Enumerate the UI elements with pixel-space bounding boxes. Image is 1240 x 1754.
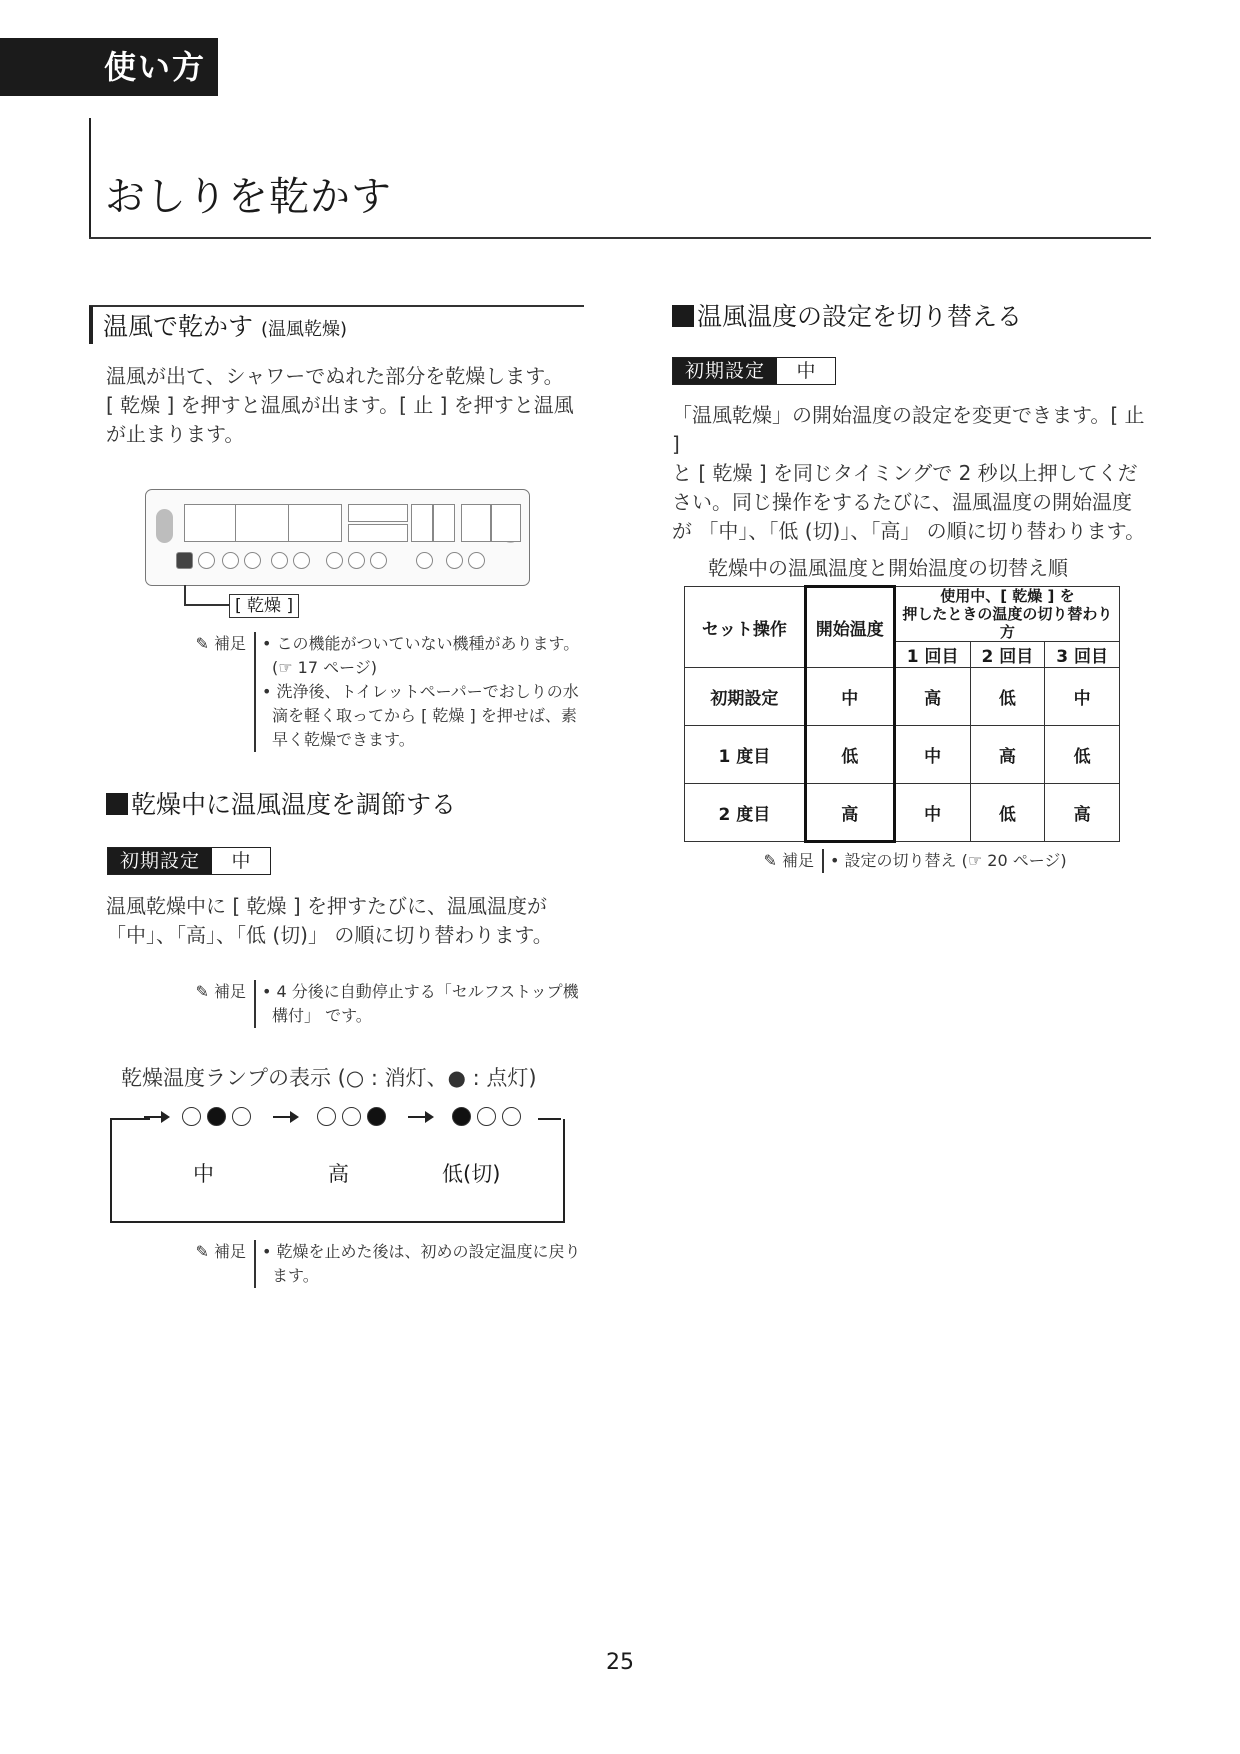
square-bullet-icon <box>106 793 128 815</box>
position-control <box>348 524 408 542</box>
arrow-right-icon <box>408 1116 430 1118</box>
dry-button-callout: [ 乾燥 ] <box>229 594 299 618</box>
flush-small-button <box>491 504 521 542</box>
arrow-right-icon <box>273 1116 295 1118</box>
lamp-off <box>317 1107 336 1126</box>
page-number: 25 <box>606 1650 634 1675</box>
control-panel-illustration <box>145 489 530 586</box>
lamp-loop-line <box>538 1118 561 1120</box>
temperature-switch-table <box>684 585 1120 843</box>
arrow-right-icon <box>144 1116 166 1118</box>
lamp-caption: 乾燥温度ランプの表示 (○ : 消灯、● : 点灯) <box>121 1066 537 1090</box>
section2-paragraph: 温風乾燥中に [ 乾燥 ] を押すたびに、温風温度が 「中」、「高」、「低 (切)」 の順に切り替わります。 <box>106 894 553 947</box>
lamp-off <box>182 1107 201 1126</box>
panel-button <box>348 552 365 569</box>
oshiri-button <box>235 504 289 542</box>
panel-button <box>326 552 343 569</box>
panel-grip-left <box>156 509 173 543</box>
panel-button <box>271 552 288 569</box>
panel-button <box>446 552 463 569</box>
function-button <box>411 504 433 542</box>
panel-button <box>416 552 433 569</box>
panel-button <box>370 552 387 569</box>
section-bar <box>89 306 93 344</box>
panel-button <box>244 552 261 569</box>
title-rule-horizontal <box>89 237 1151 239</box>
flush-large-button <box>461 504 491 542</box>
header-start-temp: 開始温度 <box>805 587 894 668</box>
right-section-title: 温風温度の設定を切り替える <box>672 300 1022 334</box>
table-row: 2 度目 高 中 低 高 <box>685 784 1120 842</box>
lamp-label-low: 低(切) <box>442 1162 501 1186</box>
note-supplement: ✎ 補足 • この機能がついていない機種があります。(☞ 17 ページ) • 洗浄後、トイレットペーパーでおしりの水滴を軽く取ってから [ 乾燥 ] を押せば、素早く乾燥できます。 <box>184 632 584 752</box>
stop-button <box>184 504 236 542</box>
callout-line <box>184 604 229 606</box>
pencil-icon: ✎ <box>195 634 209 653</box>
note-supplement: ✎ 補足 • 4 分後に自動停止する「セルフストップ機構付」 です。 <box>184 980 584 1028</box>
pressure-control <box>348 504 408 522</box>
callout-line <box>184 585 186 605</box>
note-supplement: ✎ 補足 • 乾燥を止めた後は、初めの設定温度に戻ります。 <box>184 1240 584 1288</box>
title-rule-vertical <box>89 118 91 239</box>
panel-button <box>468 552 485 569</box>
section-rule <box>89 305 584 307</box>
panel-button <box>222 552 239 569</box>
function-button <box>433 504 455 542</box>
square-bullet-icon <box>672 305 694 327</box>
header-1st: 1 回目 <box>894 642 970 668</box>
panel-button <box>293 552 310 569</box>
pencil-icon: ✎ <box>195 1242 209 1261</box>
lamp-off <box>232 1107 251 1126</box>
right-paragraph: 「温風乾燥」の開始温度の設定を変更できます。[ 止 ] と [ 乾燥 ] を同じタイミングで 2 秒以上押してくだ さい。同じ操作をするたびに、温風温度の開始温度 が 「中」、「低 (切)」、「高」 の順に切り替わります。 <box>672 403 1146 543</box>
lamp-on <box>367 1107 386 1126</box>
section2-title: 乾燥中に温風温度を調節する <box>106 788 456 822</box>
page-title: おしりを乾かす <box>105 174 392 220</box>
header-set-operation: セット操作 <box>685 587 806 668</box>
lamp-on <box>207 1107 226 1126</box>
lamp-off <box>342 1107 361 1126</box>
section1-paragraph: 温風が出て、シャワーでぬれた部分を乾燥します。 [ 乾燥 ] を押すと温風が出ます。[ 止 ] を押すと温風 が止まります。 <box>106 364 574 446</box>
section1-title: 温風で乾かす (温風乾燥) <box>103 312 348 341</box>
lamp-label-high: 高 <box>328 1162 349 1186</box>
default-setting-badge: 初期設定 中 <box>672 357 836 385</box>
dry-button <box>176 552 193 569</box>
header-3rd: 3 回目 <box>1045 642 1120 668</box>
lamp-off <box>502 1107 521 1126</box>
table-row: 1 度目 低 中 高 低 <box>685 726 1120 784</box>
default-setting-badge: 初期設定 中 <box>107 847 271 875</box>
table-caption: 乾燥中の温風温度と開始温度の切替え順 <box>708 556 1068 580</box>
pencil-icon: ✎ <box>763 851 777 870</box>
lamp-on <box>452 1107 471 1126</box>
pencil-icon: ✎ <box>195 982 209 1001</box>
section-tag: 使い方 <box>0 38 218 96</box>
lamp-label-mid: 中 <box>193 1162 214 1186</box>
lamp-sequence-row <box>138 1105 524 1130</box>
note-supplement: ✎ 補足 • 設定の切り替え (☞ 20 ページ) <box>752 849 1112 873</box>
header-during-use: 使用中、[ 乾燥 ] を 押したときの温度の切り替わり方 <box>894 587 1119 642</box>
header-2nd: 2 回目 <box>970 642 1045 668</box>
bidet-button <box>288 504 342 542</box>
lamp-off <box>477 1107 496 1126</box>
table-row: 初期設定 中 高 低 中 <box>685 668 1120 726</box>
panel-button <box>198 552 215 569</box>
